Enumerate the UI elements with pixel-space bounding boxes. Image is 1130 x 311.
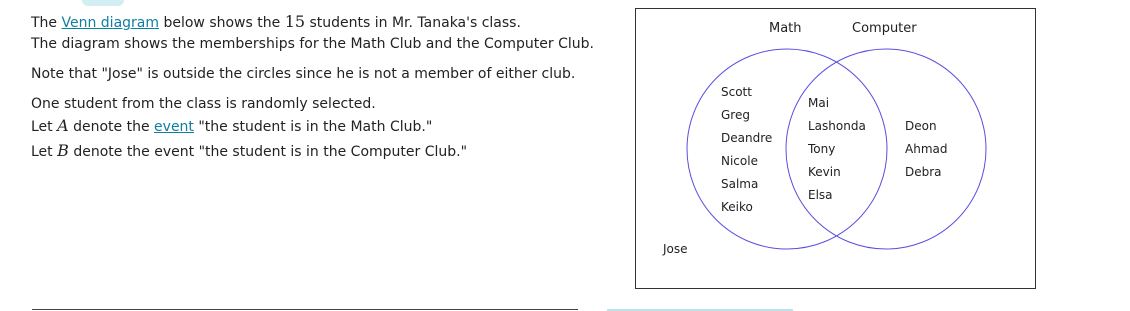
math-only-member: Salma bbox=[721, 177, 759, 191]
venn-circles bbox=[636, 9, 1035, 288]
math-only-member: Nicole bbox=[721, 154, 758, 168]
venn-diagram-link[interactable]: Venn diagram bbox=[61, 15, 160, 31]
selection-text: One student from the class is randomly selected. bbox=[31, 96, 376, 112]
top-tab-stub bbox=[82, 0, 124, 6]
intro-line-2: The diagram shows the memberships for the Math Club and the Computer Club. bbox=[31, 36, 594, 52]
both-clubs-member: Kevin bbox=[808, 165, 841, 179]
event-b-suffix: denote the event "the student is in the Computer Club." bbox=[68, 144, 468, 160]
math-circle bbox=[687, 49, 887, 249]
event-a-prefix: Let bbox=[31, 119, 58, 135]
neither-club-member: Jose bbox=[663, 242, 688, 256]
intro-text-end: students in Mr. Tanaka's class. bbox=[305, 15, 521, 31]
computer-only-member: Debra bbox=[905, 165, 942, 179]
intro-text-middle: below shows the bbox=[159, 15, 285, 31]
math-only-member: Greg bbox=[721, 108, 750, 122]
venn-diagram bbox=[635, 8, 1036, 289]
math-only-member: Deandre bbox=[721, 131, 773, 145]
event-a-middle: denote the bbox=[68, 119, 155, 135]
problem-statement bbox=[31, 11, 621, 163]
event-a-definition bbox=[31, 115, 621, 138]
math-circle-label: Math bbox=[769, 21, 802, 36]
variable-b: B bbox=[57, 141, 69, 160]
computer-only-member: Ahmad bbox=[905, 142, 948, 156]
computer-circle-label: Computer bbox=[852, 21, 917, 36]
both-clubs-member: Elsa bbox=[808, 188, 833, 202]
both-clubs-member: Mai bbox=[808, 96, 830, 110]
variable-a: A bbox=[57, 116, 69, 135]
math-only-member: Scott bbox=[721, 85, 752, 99]
note-text: Note that "Jose" is outside the circles since he is not a member of either club. bbox=[31, 66, 576, 82]
both-clubs-member: Tony bbox=[808, 142, 836, 156]
event-link[interactable]: event bbox=[154, 119, 194, 135]
event-b-prefix: Let bbox=[31, 144, 58, 160]
intro-line-1 bbox=[31, 11, 621, 34]
event-a-suffix: "the student is in the Math Club." bbox=[193, 119, 433, 135]
answer-divider bbox=[32, 309, 578, 310]
student-count: 15 bbox=[284, 12, 306, 31]
intro-text-start: The bbox=[31, 15, 62, 31]
both-clubs-member: Lashonda bbox=[808, 119, 866, 133]
computer-only-member: Deon bbox=[905, 119, 937, 133]
event-b-definition bbox=[31, 140, 621, 163]
math-only-member: Keiko bbox=[721, 200, 753, 214]
